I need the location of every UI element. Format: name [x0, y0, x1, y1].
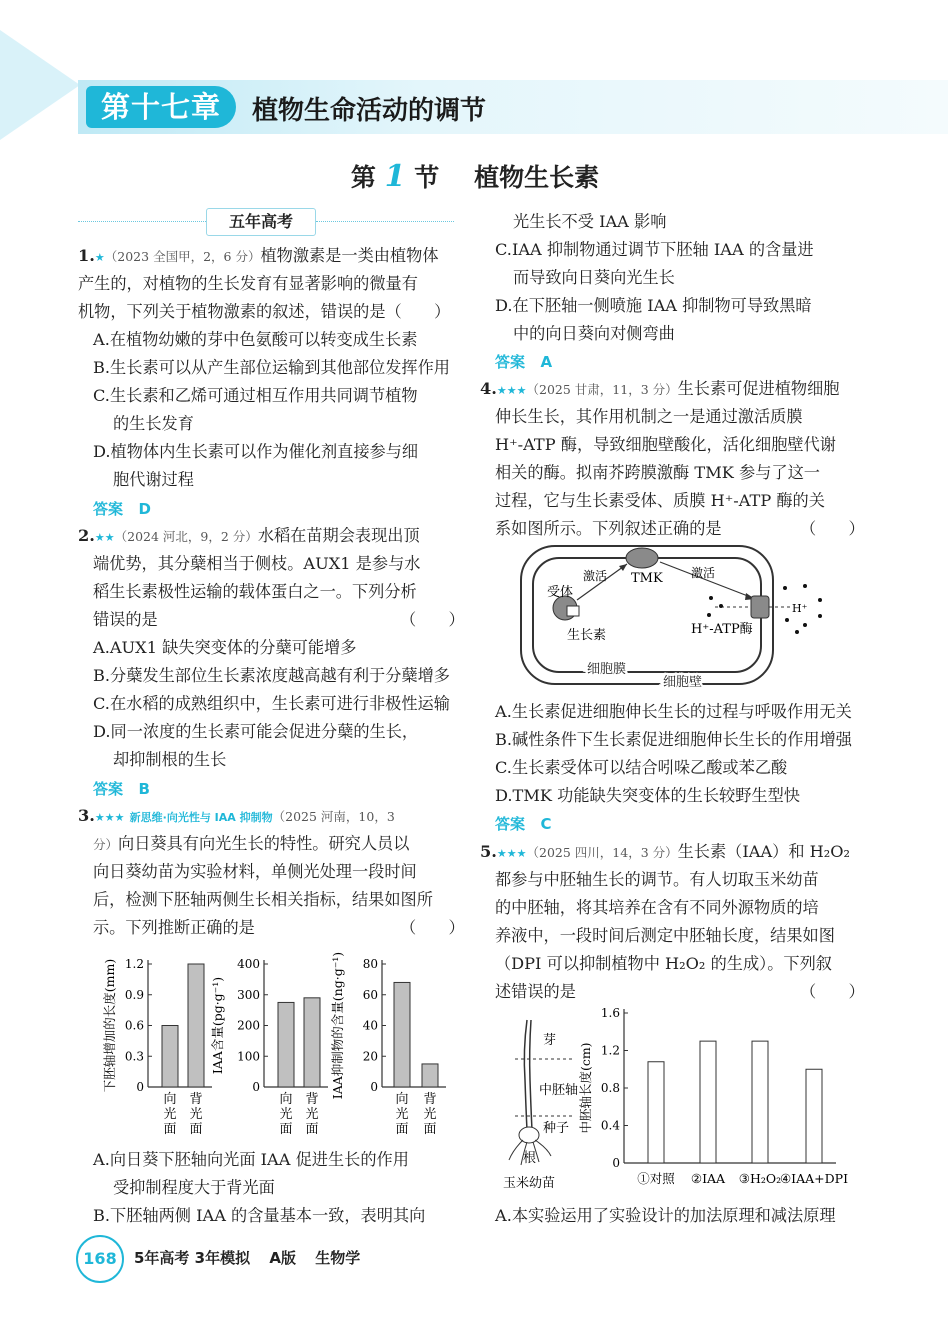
- section-number: 1: [384, 159, 406, 194]
- option-b-cont: 光生长不受 IAA 影响: [513, 212, 667, 231]
- seed-label: 种子: [543, 1121, 570, 1136]
- q3-answer: [495, 348, 552, 377]
- x-tick-label: 面: [423, 1122, 437, 1137]
- option-d: D.在下胚轴一侧喷施 IAA 抑制物可导致黑暗: [495, 296, 812, 315]
- x-tick-label: 光: [279, 1107, 293, 1122]
- answer-paren: （ ）: [400, 918, 465, 937]
- activate-label: 激活: [583, 569, 608, 583]
- x-tick-label: ③H₂O₂: [738, 1171, 782, 1186]
- difficulty-stars: ★★★: [496, 384, 527, 397]
- difficulty-stars: ★★★: [496, 847, 527, 860]
- text-line: 示。下列推断正确的是: [93, 918, 255, 937]
- text-line: 过程，它与生长素受体、质膜 H⁺-ATP 酶的关: [495, 491, 825, 510]
- bar: [188, 964, 204, 1087]
- y-tick-label: 20: [362, 1049, 378, 1064]
- bar: [162, 1026, 178, 1088]
- option-d-cont: 胞代谢过程: [113, 470, 194, 489]
- text-line: 端优势，其分蘖相当于侧枝。AUX1 是参与水: [93, 554, 421, 573]
- y-axis-label: 下胚轴增加的长度(mm): [102, 958, 117, 1093]
- section-title: [0, 158, 950, 194]
- x-tick-label: 背: [305, 1092, 319, 1107]
- text-line: 机物，下列关于植物激素的叙述，错误的是（ ）: [78, 302, 451, 321]
- stem: [530, 1020, 532, 1130]
- chart-inhibitor: [330, 952, 446, 1137]
- x-tick-label: 面: [279, 1122, 293, 1137]
- text-line: 向日葵幼苗为实验材料，单侧光处理一段时间: [93, 862, 417, 881]
- q3-stem-line: [78, 802, 395, 832]
- text-line: 系如图所示。下列叙述正确的是: [495, 519, 722, 538]
- q5-stem-line: [480, 838, 850, 868]
- y-tick-label: 1.2: [600, 1043, 620, 1058]
- arrow-head: [619, 564, 627, 571]
- book-footer: [134, 1247, 374, 1268]
- bar: [278, 1002, 294, 1087]
- y-axis-label: IAA抑制物的含量(ng·g⁻¹): [330, 951, 345, 1100]
- text-line: [93, 830, 409, 859]
- answer-label: 答案: [495, 815, 526, 833]
- section-name: 植物生长素: [474, 163, 600, 192]
- answer-paren: （ ）: [800, 982, 865, 1001]
- y-tick-label: 0: [136, 1080, 144, 1094]
- chart-growth: [102, 957, 212, 1137]
- option-d: D.同一浓度的生长素可能会促进分蘖的生长，: [93, 722, 419, 741]
- q3-bar-charts: [80, 940, 460, 1145]
- text-line: 都参与中胚轴生长的调节。有人切取玉米幼苗: [495, 870, 819, 889]
- text-line: 相关的酶。拟南芥跨膜激酶 TMK 参与了这一: [495, 463, 820, 482]
- dot: [783, 586, 787, 590]
- option-b: B.碱性条件下生长素促进细胞伸长生长的作用增强: [495, 730, 852, 749]
- tmk-shape: [626, 548, 658, 568]
- q2-source: （2024 河北，9，2 分）: [114, 529, 258, 544]
- text-line: 植物激素是一类由植物体: [260, 246, 439, 265]
- answer-value: D: [138, 500, 151, 518]
- dot: [707, 613, 711, 617]
- book-edition: A版: [269, 1249, 296, 1267]
- auxin-label: 生长素: [567, 628, 607, 643]
- option-c: C.生长素和乙烯可通过相互作用共同调节植物: [93, 386, 418, 405]
- y-tick-label: 300: [237, 987, 260, 1002]
- answer-label: 答案: [93, 780, 124, 798]
- seedling-diagram: [495, 1010, 585, 1200]
- q4-answer: [495, 810, 551, 839]
- x-tick-label: 向: [395, 1092, 409, 1107]
- divider-left: [78, 221, 206, 222]
- root-label: 根: [523, 1151, 537, 1166]
- option-d: D.TMK 功能缺失突变体的生长较野生型快: [495, 786, 800, 805]
- answer-paren: （ ）: [400, 610, 465, 629]
- q4-number: 4.: [480, 379, 497, 398]
- option-d-cont: 却抑制根的生长: [113, 750, 227, 769]
- q1-number: 1.: [78, 246, 95, 265]
- difficulty-stars: ★★★: [94, 811, 125, 824]
- bar: [700, 1041, 716, 1163]
- hplus-label: H⁺: [792, 602, 808, 615]
- difficulty-stars: ★: [94, 251, 105, 264]
- dot: [785, 618, 789, 622]
- q2-number: 2.: [78, 526, 95, 545]
- y-tick-label: 0.8: [600, 1081, 620, 1095]
- answer-label: 答案: [495, 353, 526, 371]
- y-tick-label: 0.4: [600, 1118, 620, 1133]
- atpase-shape: [751, 596, 769, 618]
- x-tick-label: 向: [163, 1092, 177, 1107]
- x-tick-label: 光: [189, 1107, 203, 1122]
- wall-label: 细胞壁: [663, 675, 703, 690]
- five-year-label: 五年高考: [206, 208, 316, 236]
- dot: [818, 614, 822, 618]
- divider-right: [316, 221, 454, 222]
- difficulty-stars: ★★: [94, 531, 115, 544]
- cell-diagram: [515, 540, 835, 690]
- q1-stem-line: [78, 242, 439, 272]
- text-line: 的中胚轴，将其培养在含有不同外源物质的培: [495, 898, 819, 917]
- text-line: 稻生长素极性运输的载体蛋白之一。下列分析: [93, 582, 417, 601]
- text-line: 养液中，一段时间后测定中胚轴长度，结果如图: [495, 926, 835, 945]
- y-tick-label: 0: [252, 1080, 260, 1094]
- text-line: 伸长生长，其作用机制之一是通过激活质膜: [495, 407, 803, 426]
- option-a-cont: 受抑制程度大于背光面: [113, 1178, 275, 1197]
- x-tick-label: 光: [163, 1107, 177, 1122]
- tmk-label: TMK: [631, 571, 663, 586]
- y-tick-label: 0: [612, 1156, 620, 1170]
- q5-number: 5.: [480, 842, 497, 861]
- bud-label: 芽: [543, 1033, 557, 1048]
- section-prefix: 第: [350, 163, 376, 192]
- q3-number: 3.: [78, 806, 95, 825]
- text-line: 错误的是: [93, 610, 158, 629]
- seedling-caption: 玉米幼苗: [503, 1176, 556, 1191]
- text-span: 生长素可促进植物细胞: [677, 379, 840, 398]
- x-tick-label: 面: [189, 1122, 203, 1137]
- text-line: H⁺-ATP 酶，导致细胞壁酸化，活化细胞壁代谢: [495, 435, 836, 454]
- answer-value: C: [540, 815, 552, 833]
- q4-source: （2025 甘肃，11，3 分）: [526, 382, 678, 397]
- bar: [422, 1064, 438, 1087]
- option-b: B.分蘖发生部位生长素浓度越高越有利于分蘖增多: [93, 666, 450, 685]
- dot: [818, 598, 822, 602]
- option-a: A.生长素促进细胞伸长生长的过程与呼吸作用无关: [495, 702, 852, 721]
- q4-stem-line: [480, 375, 840, 405]
- q5-source: （2025 四川，14，3 分）: [526, 845, 678, 860]
- x-tick-label: 面: [163, 1122, 177, 1137]
- option-d-cont: 中的向日葵向对侧弯曲: [513, 324, 675, 343]
- y-tick-label: 200: [237, 1018, 260, 1033]
- receptor-label: 受体: [547, 585, 574, 600]
- membrane-label: 细胞膜: [587, 662, 627, 677]
- text-line: （DPI 可以抑制植物中 H₂O₂ 的生成）。下列叙: [495, 954, 832, 973]
- y-tick-label: 0.3: [124, 1049, 144, 1064]
- answer-value: B: [138, 780, 150, 798]
- option-a: A.向日葵下胚轴向光面 IAA 促进生长的作用: [93, 1150, 409, 1169]
- option-b: B.下胚轴两侧 IAA 的含量基本一致，表明其向: [93, 1206, 426, 1225]
- q2-answer: [93, 775, 150, 804]
- y-tick-label: 100: [237, 1049, 260, 1064]
- bar: [394, 982, 410, 1087]
- auxin-shape: [567, 606, 579, 616]
- option-c: C.生长素受体可以结合吲哚乙酸或苯乙酸: [495, 758, 788, 777]
- x-tick-label: 光: [395, 1107, 409, 1122]
- option-b: B.生长素可以从产生部位运输到其他部位发挥作用: [93, 358, 450, 377]
- option-a: A.在植物幼嫩的芽中色氨酸可以转变成生长素: [93, 330, 418, 349]
- bar: [304, 998, 320, 1087]
- option-a: A.AUX1 缺失突变体的分蘖可能增多: [93, 638, 357, 657]
- activate-label: 激活: [691, 566, 716, 580]
- y-tick-label: 0.9: [124, 987, 144, 1002]
- chapter-title: 植物生命活动的调节: [252, 96, 487, 126]
- page-number: 168: [76, 1235, 124, 1283]
- mesocotyl-label: 中胚轴: [539, 1083, 579, 1098]
- answer-value: A: [540, 353, 553, 371]
- dot: [709, 596, 713, 600]
- chapter-label: 第十七章: [86, 86, 236, 128]
- x-tick-label: 面: [395, 1122, 409, 1137]
- text-line: 后，检测下胚轴两侧生长相关指标，结果如图所: [93, 890, 433, 909]
- chart-mesocotyl: [578, 1006, 848, 1186]
- x-tick-label: 背: [189, 1092, 203, 1107]
- text-line: 产生的，对植物的生长发育有显著影响的微量有: [78, 274, 418, 293]
- q3-source: （2025 河南，10，3: [272, 809, 395, 824]
- y-tick-label: 60: [362, 987, 378, 1002]
- bar: [648, 1062, 664, 1163]
- option-c-cont: 的生长发育: [113, 414, 194, 433]
- book-title: 5年高考 3年模拟: [134, 1249, 251, 1267]
- dot: [795, 630, 799, 634]
- q1-source: （2023 全国甲，2，6 分）: [104, 249, 261, 264]
- dot: [803, 584, 807, 588]
- y-tick-label: 80: [362, 957, 378, 971]
- y-tick-label: 0: [370, 1080, 378, 1094]
- x-tick-label: 光: [305, 1107, 319, 1122]
- y-tick-label: 40: [362, 1018, 378, 1033]
- text-span: 生长素（IAA）和 H₂O₂: [677, 842, 851, 861]
- x-tick-label: 向: [279, 1092, 293, 1107]
- dot: [719, 604, 723, 608]
- atpase-label: H⁺-ATP酶: [691, 622, 753, 637]
- option-d: D.植物体内生长素可以作为催化剂直接参与细: [93, 442, 419, 461]
- section-suffix: 节: [414, 163, 440, 192]
- x-tick-label: 面: [305, 1122, 319, 1137]
- q3-source-cont: 分）: [93, 837, 119, 852]
- dot: [803, 623, 807, 627]
- book-subject: 生物学: [315, 1249, 361, 1267]
- text-line: 述错误的是: [495, 982, 576, 1001]
- x-tick-label: ④IAA+DPI: [779, 1171, 849, 1186]
- answer-paren: （ ）: [800, 519, 865, 538]
- y-tick-label: 1.6: [600, 1006, 620, 1020]
- q2-stem-line: [78, 522, 420, 552]
- q1-answer: [93, 495, 151, 524]
- text-line: 水稻在苗期会表现出顶: [257, 526, 420, 545]
- chart-iaa: [210, 957, 328, 1137]
- y-tick-label: 1.2: [124, 957, 144, 971]
- q3-tag: 新思维·向光性与 IAA 抑制物: [129, 811, 273, 824]
- option-c: C.在水稻的成熟组织中，生长素可进行非极性运输: [93, 694, 450, 713]
- x-tick-label: ②IAA: [690, 1171, 726, 1186]
- option-c-cont: 而导致向日葵向光生长: [513, 268, 675, 287]
- option-c: C.IAA 抑制物通过调节下胚轴 IAA 的含量进: [495, 240, 814, 259]
- answer-label: 答案: [93, 500, 124, 518]
- x-tick-label: ①对照: [637, 1171, 675, 1186]
- q5-bar-chart: [578, 1005, 858, 1190]
- y-axis-label: IAA含量(pg·g⁻¹): [210, 976, 225, 1075]
- decor-triangle: [0, 30, 80, 140]
- option-a: A.本实验运用了实验设计的加法原理和减法原理: [495, 1206, 836, 1225]
- y-tick-label: 0.6: [124, 1018, 144, 1033]
- x-tick-label: 背: [423, 1092, 437, 1107]
- x-tick-label: 光: [423, 1107, 437, 1122]
- text-span: 向日葵具有向光生长的特性。研究人员以: [118, 834, 410, 853]
- y-axis-label: 中胚轴长度(cm): [578, 1042, 593, 1134]
- bar: [752, 1041, 768, 1163]
- y-tick-label: 400: [237, 957, 260, 971]
- stem: [524, 1020, 527, 1130]
- bar: [806, 1069, 822, 1163]
